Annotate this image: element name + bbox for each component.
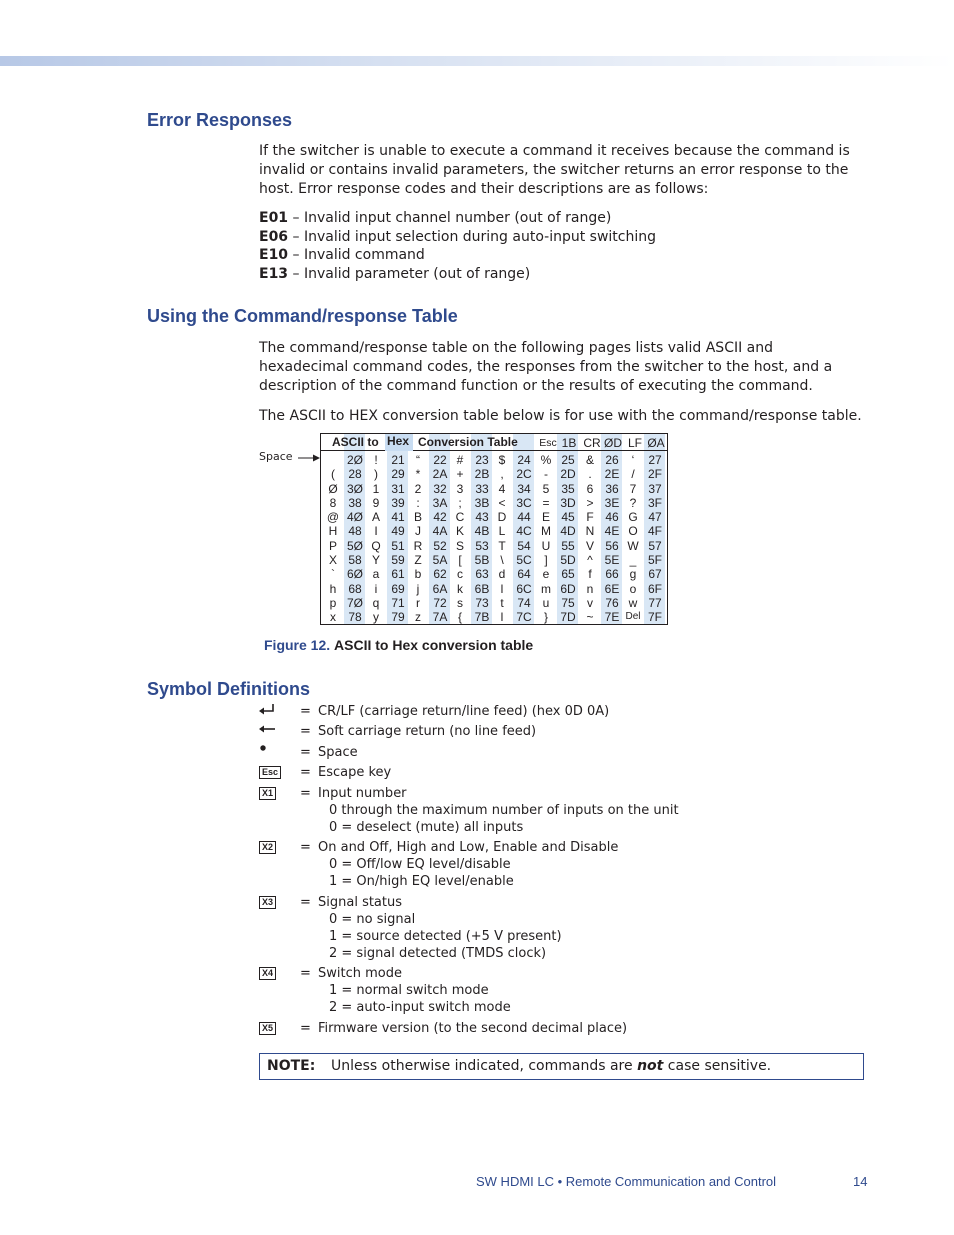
ascii-column (493, 453, 511, 625)
hex-code-cell: 5F (647, 553, 662, 568)
ascii-char-cell: P (328, 538, 337, 553)
note-text-after: case sensitive. (663, 1058, 772, 1074)
error-code: E01 (259, 210, 289, 226)
x3-variable-icon: X3 (259, 896, 276, 909)
hex-code-cell: 5E (604, 553, 620, 568)
header-hex-cell: ØD (604, 436, 622, 450)
hex-code-cell: 3Ø (346, 481, 363, 496)
hex-code-cell: 6D (560, 581, 576, 596)
hex-code-cell: 39 (391, 495, 405, 510)
note-box (259, 1053, 864, 1080)
ascii-char-cell: . (588, 467, 592, 482)
equals-sign: = (300, 724, 311, 739)
ascii-char-cell: l (500, 610, 504, 625)
ascii-char-cell: e (542, 567, 550, 582)
hex-code-cell: 6A (432, 581, 448, 596)
hex-code-cell: 41 (391, 510, 405, 525)
figure-caption-text: ASCII to Hex conversion table (334, 637, 534, 653)
symbol-description: Soft carriage return (no line feed) (318, 724, 537, 739)
note-label: NOTE: (267, 1058, 316, 1074)
ascii-char-cell: < (498, 495, 506, 510)
hex-code-cell: 2C (516, 467, 532, 482)
hex-code-cell: 27 (648, 453, 662, 467)
hex-code-cell: 57 (648, 538, 662, 553)
ascii-char-cell: a (372, 567, 380, 582)
symbol-description: CR/LF (carriage return/line feed) (hex 0D 0A) (318, 704, 610, 719)
ascii-char-cell: ^ (587, 553, 593, 568)
hex-code-cell: 75 (561, 595, 575, 610)
error-code: E10 (259, 247, 289, 263)
ascii-char-cell: R (413, 538, 423, 553)
header-hex-cell: 1B (561, 436, 577, 450)
ascii-char-cell: $ (498, 453, 506, 467)
hex-column (558, 453, 578, 625)
symbol-sub-line: 1 = source detected (+5 V present) (329, 929, 562, 944)
heading-error-responses: Error Responses (147, 110, 293, 130)
space-callout-arrow-icon (298, 454, 320, 462)
ascii-char-cell: ‘ (631, 453, 635, 467)
title-part-ascii: ASCII to (332, 435, 379, 449)
error-code-row (259, 246, 425, 265)
ascii-char-cell: 1 (372, 481, 380, 496)
command-table-para1: The command/response table on the following pages lists valid ASCII and hexadecimal command codes, the responses from the switcher to the host, and a description of the command function or the results of executing the command. (259, 340, 833, 394)
space-dot-icon (259, 744, 267, 752)
ascii-char-cell: U (541, 538, 551, 553)
symbol-sub-line: 1 = normal switch mode (329, 983, 489, 998)
hex-code-cell: 4D (560, 524, 576, 539)
hex-code-cell: 78 (348, 610, 362, 625)
hex-code-cell: 3C (516, 495, 532, 510)
hex-column (472, 453, 492, 625)
hex-code-cell: 69 (391, 581, 405, 596)
ascii-column (409, 453, 427, 625)
ascii-char-cell: t (500, 595, 504, 610)
hex-code-cell: 61 (391, 567, 405, 582)
ascii-char-cell: ` (331, 567, 335, 582)
symbol-description: Switch mode (318, 966, 402, 981)
hex-code-cell: 4E (604, 524, 620, 539)
ascii-char-cell: & (585, 453, 594, 467)
error-desc: – Invalid input channel number (out of range) (288, 210, 612, 226)
hex-code-cell: 5Ø (346, 538, 363, 553)
ascii-char-cell: F (586, 510, 594, 525)
hex-code-cell: 4B (474, 524, 490, 539)
hex-code-cell: 2A (432, 467, 448, 482)
hex-code-cell: 45 (561, 510, 575, 525)
ascii-char-cell: V (585, 538, 594, 553)
equals-sign: = (300, 840, 311, 855)
ascii-char-cell: f (588, 567, 592, 582)
ascii-char-cell: v (587, 595, 593, 610)
title-part-hex: Hex (385, 434, 413, 451)
ascii-char-cell: 8 (329, 495, 337, 510)
ascii-char-cell: n (586, 581, 594, 596)
hex-code-cell: 29 (391, 467, 405, 482)
ascii-char-cell: S (455, 538, 464, 553)
figure-label: Figure 12. (264, 637, 331, 653)
equals-sign: = (300, 765, 311, 780)
ascii-char-cell: ? (629, 495, 637, 510)
ascii-char-cell: I (374, 524, 378, 539)
hex-code-cell: 56 (605, 538, 619, 553)
ascii-char-cell: } (543, 610, 548, 625)
ascii-char-cell: q (372, 595, 380, 610)
hex-code-cell: 23 (475, 453, 489, 467)
hex-code-cell: 33 (475, 481, 489, 496)
ascii-char-cell: d (498, 567, 506, 582)
error-code: E13 (259, 266, 289, 282)
footer-title: SW HDMI LC • Remote Communication and Control (476, 1174, 777, 1189)
ascii-char-cell: w (628, 595, 638, 610)
symbol-description: Signal status (318, 895, 403, 910)
hex-code-cell: 34 (517, 481, 531, 496)
ascii-char-cell: 2 (414, 481, 422, 496)
ascii-char-cell: C (455, 510, 465, 525)
ascii-char-cell: + (456, 467, 464, 482)
ascii-char-cell: g (629, 567, 637, 582)
ascii-char-cell: 5 (542, 481, 550, 496)
ascii-char-cell: H (328, 524, 338, 539)
ascii-char-cell: K (455, 524, 464, 539)
hex-code-cell: 51 (391, 538, 405, 553)
symbol-description: Firmware version (to the second decimal place) (318, 1021, 628, 1036)
hex-code-cell: 2F (647, 467, 662, 482)
hex-code-cell: 53 (475, 538, 489, 553)
ascii-char-cell: G (628, 510, 638, 525)
hex-code-cell: 55 (561, 538, 575, 553)
header-ascii-cell: CR (583, 436, 601, 450)
hex-column (430, 453, 450, 625)
ascii-char-cell: L (498, 524, 506, 539)
ascii-char-cell: D (497, 510, 507, 525)
hex-code-cell: 7A (432, 610, 448, 625)
equals-sign: = (300, 966, 311, 981)
note-text (331, 1054, 771, 1079)
ascii-char-cell: z (415, 610, 421, 625)
hex-code-cell: 73 (475, 595, 489, 610)
symbol-sub-line: 0 = Off/low EQ level/disable (329, 857, 511, 872)
error-desc: – Invalid input selection during auto-input switching (288, 229, 657, 245)
hex-code-cell: 7B (474, 610, 490, 625)
error-code-row (259, 228, 656, 247)
note-text-before: Unless otherwise indicated, commands are (331, 1058, 638, 1074)
header-gradient-bar (0, 56, 954, 66)
ascii-char-cell: r (416, 595, 420, 610)
hex-code-cell: 3F (647, 495, 662, 510)
error-responses-intro: If the switcher is unable to execute a command it receives because the command is invalid or contains invalid parameters, the switcher returns an error response to the host. Error response codes and their descriptions are as follows: (259, 143, 850, 197)
ascii-char-cell: * (415, 467, 421, 482)
ascii-char-cell: c (457, 567, 463, 582)
heading-symbol-definitions: Symbol Definitions (147, 679, 311, 699)
hex-code-cell: 71 (391, 595, 405, 610)
hex-code-cell: 43 (475, 510, 489, 525)
ascii-column (367, 453, 385, 625)
hex-code-cell: 3B (474, 495, 490, 510)
hex-code-cell: 5C (516, 553, 532, 568)
ascii-char-cell: Q (371, 538, 381, 553)
ascii-char-cell: ) (374, 467, 378, 482)
ascii-char-cell: > (586, 495, 594, 510)
symbol-sub-line: 0 = no signal (329, 912, 416, 927)
figure-caption (264, 637, 533, 653)
hex-code-cell: 22 (433, 453, 447, 467)
ascii-char-cell: B (413, 510, 422, 525)
hex-code-cell: 4A (432, 524, 448, 539)
equals-sign: = (300, 745, 311, 760)
symbol-description: Escape key (318, 765, 392, 780)
ascii-char-cell: j (416, 581, 420, 596)
hex-code-cell: 5A (432, 553, 448, 568)
ascii-char-cell: ] (544, 553, 548, 568)
ascii-char-cell: ( (331, 467, 335, 482)
x2-variable-icon: X2 (259, 841, 276, 854)
hex-code-cell: 66 (605, 567, 619, 582)
ascii-char-cell: { (457, 610, 462, 625)
ascii-char-cell: O (628, 524, 638, 539)
error-code: E06 (259, 229, 289, 245)
hex-column (602, 453, 622, 625)
hex-code-cell: 6B (474, 581, 490, 596)
hex-code-cell: 74 (517, 595, 531, 610)
hex-code-cell: 4F (647, 524, 662, 539)
ascii-char-cell: “ (416, 453, 420, 467)
hex-code-cell: 38 (348, 495, 362, 510)
ascii-char-cell: Y (371, 553, 380, 568)
error-desc: – Invalid parameter (out of range) (288, 266, 531, 282)
ascii-char-cell: , (500, 467, 504, 482)
ascii-char-cell: = (542, 495, 550, 510)
ascii-char-cell: ; (458, 495, 462, 510)
hex-code-cell: 46 (605, 510, 619, 525)
ascii-char-cell: : (416, 495, 420, 510)
hex-code-cell: 54 (517, 538, 531, 553)
hex-code-cell: 63 (475, 567, 489, 582)
equals-sign: = (300, 786, 311, 801)
hex-code-cell: 31 (391, 481, 405, 496)
ascii-char-cell: Ø (328, 481, 338, 496)
hex-code-cell: 44 (517, 510, 531, 525)
heading-command-table: Using the Command/response Table (147, 306, 458, 326)
hex-code-cell: 7C (516, 610, 532, 625)
ascii-char-cell: k (457, 581, 463, 596)
symbol-sub-line: 0 = deselect (mute) all inputs (329, 820, 524, 835)
hex-column (388, 453, 408, 625)
hex-code-cell: 7F (647, 610, 662, 625)
ascii-column (324, 453, 342, 625)
ascii-char-cell: u (542, 595, 550, 610)
hex-code-cell: 25 (561, 453, 575, 467)
hex-code-cell: 26 (605, 453, 619, 467)
hex-code-cell: 77 (648, 595, 662, 610)
hex-code-cell: 42 (433, 510, 447, 525)
crlf-arrow-icon (259, 704, 275, 716)
ascii-char-cell: 9 (372, 495, 380, 510)
ascii-column (624, 453, 642, 625)
ascii-table-header (321, 434, 667, 451)
ascii-column (451, 453, 469, 625)
hex-code-cell: 36 (605, 481, 619, 496)
ascii-char-cell: y (373, 610, 379, 625)
space-callout-label: Space (259, 450, 293, 463)
header-ascii-cell: Esc (539, 437, 557, 449)
ascii-char-cell: # (456, 453, 464, 467)
ascii-char-cell: / (631, 467, 635, 482)
symbol-description: Space (318, 745, 358, 760)
equals-sign: = (300, 895, 311, 910)
symbol-description: On and Off, High and Low, Enable and Disable (318, 840, 619, 855)
hex-code-cell: 68 (348, 581, 362, 596)
ascii-char-cell: - (544, 467, 548, 482)
hex-code-cell: 24 (517, 453, 531, 467)
hex-code-cell: 3A (432, 495, 448, 510)
ascii-char-cell: 7 (629, 481, 637, 496)
ascii-char-cell: 6 (586, 481, 594, 496)
hex-column (514, 453, 534, 625)
ascii-table-title (321, 435, 537, 451)
hex-code-cell: 62 (433, 567, 447, 582)
hex-code-cell: 79 (391, 610, 405, 625)
error-desc: – Invalid command (288, 247, 425, 263)
ascii-char-cell: b (414, 567, 422, 582)
ascii-char-cell: l (500, 581, 504, 596)
x4-variable-icon: X4 (259, 967, 276, 980)
ascii-char-cell: x (330, 610, 336, 625)
hex-code-cell: 47 (648, 510, 662, 525)
ascii-char-cell: T (498, 538, 506, 553)
hex-code-cell: 2Ø (346, 453, 363, 467)
ascii-char-cell: ~ (586, 610, 594, 625)
hex-code-cell: 72 (433, 595, 447, 610)
ascii-char-cell: [ (458, 553, 462, 568)
hex-code-cell: 3E (604, 495, 620, 510)
ascii-char-cell: A (371, 510, 380, 525)
ascii-char-cell: W (627, 538, 639, 553)
hex-code-cell: 2B (474, 467, 490, 482)
hex-code-cell: 7E (604, 610, 620, 625)
hex-code-cell: 6C (516, 581, 532, 596)
ascii-char-cell: s (457, 595, 463, 610)
hex-code-cell: 4Ø (346, 510, 363, 525)
command-table-para2: The ASCII to HEX conversion table below is for use with the command/response table. (259, 408, 862, 424)
soft-return-arrow-icon (259, 724, 275, 734)
hex-code-cell: 2D (560, 467, 576, 482)
hex-code-cell: 58 (348, 553, 362, 568)
hex-code-cell: 52 (433, 538, 447, 553)
hex-code-cell: 65 (561, 567, 575, 582)
ascii-char-cell: N (585, 524, 595, 539)
ascii-column (581, 453, 599, 625)
ascii-char-cell: i (374, 581, 378, 596)
ascii-hex-table (320, 433, 668, 625)
ascii-char-cell: % (540, 453, 552, 467)
ascii-char-cell: J (415, 524, 421, 539)
ascii-char-cell: m (541, 581, 551, 596)
hex-code-cell: 4C (516, 524, 532, 539)
ascii-char-cell: o (629, 581, 637, 596)
error-code-row (259, 265, 530, 284)
symbol-description: Input number (318, 786, 407, 801)
hex-code-cell: 6E (604, 581, 620, 596)
ascii-char-cell: p (329, 595, 337, 610)
hex-column (345, 453, 365, 625)
ascii-char-cell: @ (326, 510, 340, 525)
ascii-char-cell: h (329, 581, 337, 596)
hex-code-cell: 37 (648, 481, 662, 496)
ascii-column (537, 453, 555, 625)
hex-code-cell: 28 (348, 467, 362, 482)
ascii-char-cell: 3 (456, 481, 464, 496)
hex-code-cell: 76 (605, 595, 619, 610)
header-ascii-cell: LF (627, 436, 642, 450)
ascii-char-cell (324, 453, 342, 467)
ascii-char-cell: 4 (498, 481, 506, 496)
equals-sign: = (300, 1021, 311, 1036)
hex-code-cell: 6Ø (346, 567, 363, 582)
ascii-char-cell: E (541, 510, 550, 525)
ascii-char-cell: ! (374, 453, 378, 467)
footer-page-number: 14 (853, 1174, 868, 1189)
equals-sign: = (300, 704, 311, 719)
symbol-sub-line: 2 = auto-input switch mode (329, 1000, 511, 1015)
hex-code-cell: 64 (517, 567, 531, 582)
ascii-char-cell: \ (500, 553, 504, 568)
ascii-char-cell: X (328, 553, 337, 568)
x1-variable-icon: X1 (259, 787, 276, 800)
hex-code-cell: 7D (560, 610, 576, 625)
esc-key-icon: Esc (259, 766, 281, 779)
x5-variable-icon: X5 (259, 1022, 276, 1035)
hex-code-cell: 6F (647, 581, 662, 596)
title-part-conversion: Conversion Table (418, 435, 518, 449)
hex-code-cell: 67 (648, 567, 662, 582)
header-hex-cell: ØA (647, 436, 665, 450)
hex-code-cell: 5B (474, 553, 490, 568)
ascii-char-cell: _ (629, 553, 637, 568)
hex-code-cell: 59 (391, 553, 405, 568)
hex-code-cell: 3D (560, 495, 576, 510)
hex-column (645, 453, 665, 625)
hex-code-cell: 48 (348, 524, 362, 539)
hex-code-cell: 32 (433, 481, 447, 496)
error-code-row (259, 209, 611, 228)
ascii-char-cell: Z (414, 553, 422, 568)
ascii-char-cell: M (541, 524, 551, 539)
symbol-sub-line: 0 through the maximum number of inputs on the unit (329, 803, 679, 818)
symbol-sub-line: 2 = signal detected (TMDS clock) (329, 946, 547, 961)
symbol-sub-line: 1 = On/high EQ level/enable (329, 874, 514, 889)
hex-code-cell: 35 (561, 481, 575, 496)
hex-code-cell: 21 (391, 453, 405, 467)
hex-code-cell: 2E (604, 467, 620, 482)
hex-code-cell: 7Ø (346, 595, 363, 610)
ascii-char-cell: Del (625, 611, 641, 623)
hex-code-cell: 49 (391, 524, 405, 539)
note-emphasis: not (637, 1058, 664, 1074)
hex-code-cell: 5D (560, 553, 576, 568)
